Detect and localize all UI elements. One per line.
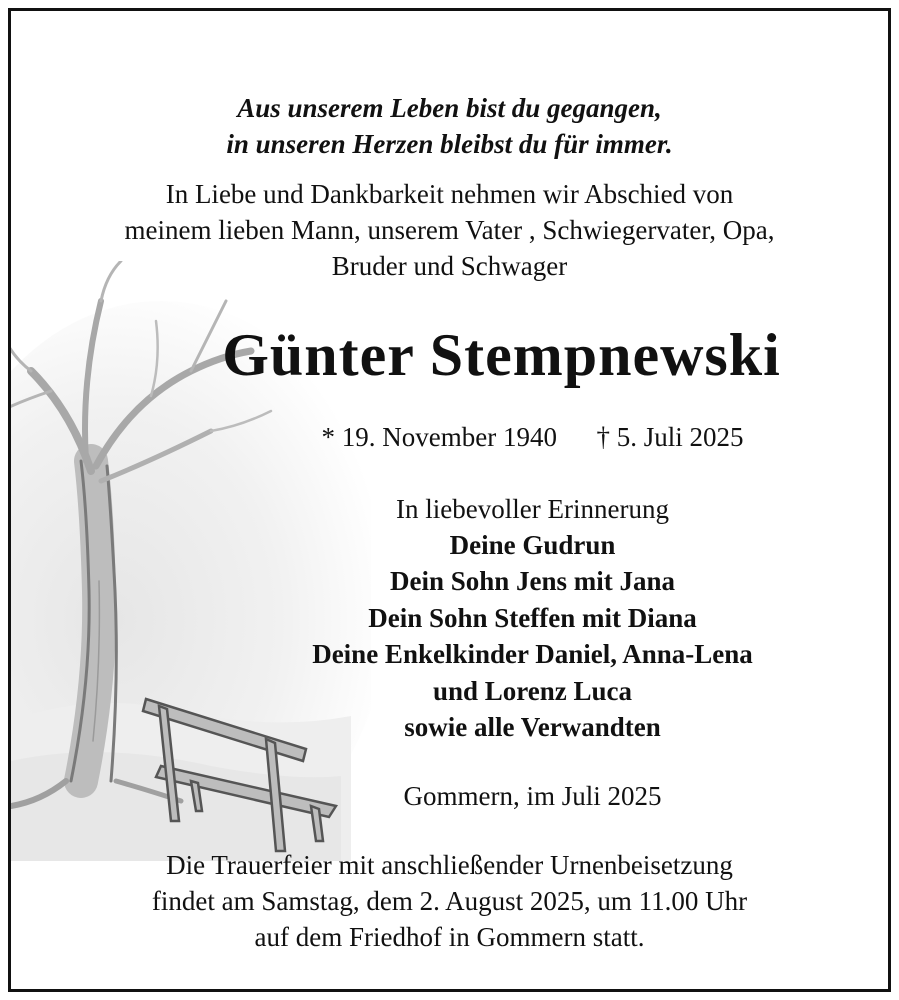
- remembrance-heading: In liebevoller Erinnerung: [396, 494, 669, 524]
- funeral-line-2: findet am Samstag, dem 2. August 2025, um 11.00 Uhr: [151, 886, 748, 916]
- mourner-line: Deine Enkelkinder Daniel, Anna-Lena: [312, 639, 753, 669]
- mourner-line: Dein Sohn Steffen mit Diana: [368, 603, 697, 633]
- life-dates: [94, 419, 891, 455]
- intro-line-1: In Liebe und Dankbarkeit nehmen wir Abschied von: [165, 179, 734, 209]
- death-date: † 5. Juli 2025: [596, 422, 744, 452]
- place-date: Gommern, im Juli 2025: [403, 781, 662, 811]
- motto-line-2: in unseren Herzen bleibst du für immer.: [226, 129, 673, 159]
- intro-line-3: Bruder und Schwager: [331, 251, 568, 281]
- deceased-name: Günter Stempnewski: [222, 322, 781, 388]
- mourner-line: Dein Sohn Jens mit Jana: [389, 566, 676, 596]
- birth-date: * 19. November 1940: [321, 422, 557, 452]
- mourner-line: und Lorenz Luca: [432, 676, 633, 706]
- funeral-line-1: Die Trauerfeier mit anschließender Urnenbeisetzung: [166, 850, 733, 880]
- mourner-line: sowie alle Verwandten: [404, 712, 661, 742]
- mourner-line: Deine Gudrun: [449, 530, 616, 560]
- intro-line-2: meinem lieben Mann, unserem Vater , Schwiegervater, Opa,: [124, 215, 775, 245]
- obituary-frame: [8, 8, 891, 992]
- motto-line-1: Aus unserem Leben bist du gegangen,: [237, 93, 662, 123]
- funeral-line-3: auf dem Friedhof in Gommern statt.: [254, 922, 645, 952]
